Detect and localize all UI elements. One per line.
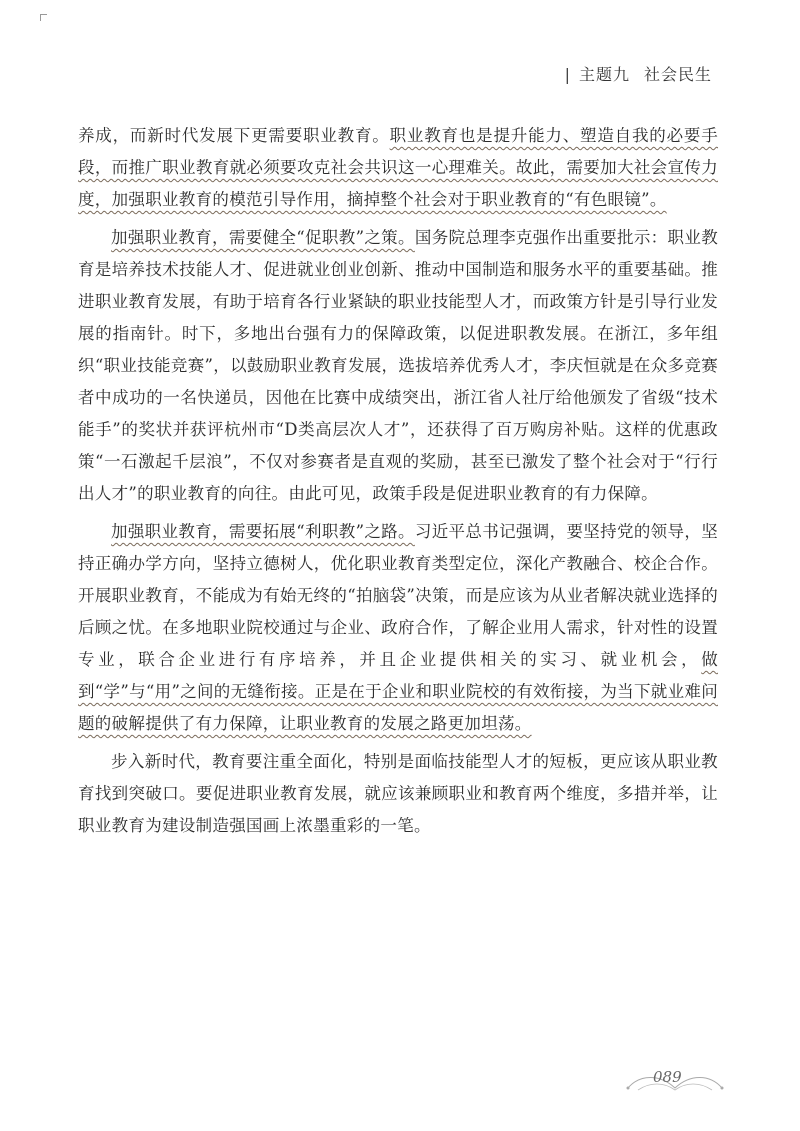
paragraph-3-body: 习近平总书记强调，要坚持党的领导，坚持正确办学方向，坚持立德树人，优化职业教育类型定位，深化产教融合、校企合作。开展职业教育，不能成为有始无终的“拍脑袋”决策，而是应该为从业者解决就业选择的后顾之忧。在多地职业院校通过与企业、政府合作，了解企业用人需求，针对性的设置专业，联合企业进行有序培养，并且企业提供相关的实习、就业机会， <box>78 522 718 669</box>
crop-mark <box>40 14 47 21</box>
paragraph-2 <box>78 222 718 510</box>
running-header <box>565 62 712 85</box>
paragraph-1 <box>78 120 718 216</box>
paragraph-3 <box>78 516 718 740</box>
paragraph-2-thesis: 加强职业教育，需要健全“促职教”之策。 <box>111 228 415 247</box>
header-divider: | <box>564 65 571 84</box>
paragraph-1-emphasis: 职业教育也是提升能力、塑造自我的必要手段，而推广职业教育就必须要攻克社会共识这一心理难关。故此，需要加大社会宣传力度，加强职业教育的模范引导作用，摘掉整个社会对于职业教育的“有色眼镜”。 <box>78 126 719 209</box>
header-section-title: 社会民生 <box>643 65 712 84</box>
paragraph-3-thesis: 加强职业教育，需要拓展“利职教”之路。 <box>111 522 415 541</box>
paragraph-4-body: 步入新时代，教育要注重全面化，特别是面临技能型人才的短板，更应该从职业教育找到突破口。要促进职业教育发展，就应该兼顾职业和教育两个维度，多措并举，让职业教育为建设制造强国画上浓墨重彩的一笔。 <box>78 752 718 835</box>
paragraph-4 <box>78 746 718 842</box>
page-number: 089 <box>653 1068 682 1086</box>
paragraph-1-lead: 养成，而新时代发展下更需要职业教育。 <box>78 126 390 145</box>
paragraph-2-body: 国务院总理李克强作出重要批示：职业教育是培养技术技能人才、促进就业创业创新、推动中国制造和服务水平的重要基础。推进职业教育发展，有助于培育各行业紧缺的职业技能型人才，而政策方针是引导行业发展的指南针。时下，多地出台强有力的保障政策，以促进职教发展。在浙江，多年组织“职业技能竞赛”，以鼓励职业教育发展，选拔培养优秀人才，李庆恒就是在众多竞赛者中成功的一名快递员，因他在比赛中成绩突出，浙江省人社厅给他颁发了省级“技术能手”的奖状并获评杭州市“D类高层次人才”，还获得了百万购房补贴。这样的优惠政策“一石激起千层浪”，不仅对参赛者是直观的奖励，甚至已激发了整个社会对于“行行出人才”的职业教育的向往。由此可见，政策手段是促进职业教育的有力保障。 <box>78 228 718 503</box>
paragraph-3-emphasis: 做到“学”与“用”之间的无缝衔接。正是在于企业和职业院校的有效衔接，为当下就业难问题的破解提供了有力保障，让职业教育的发展之路更加坦荡。 <box>78 650 718 733</box>
page-footer <box>620 1060 730 1100</box>
article-body <box>78 120 718 848</box>
header-theme: 主题九 <box>578 65 630 84</box>
